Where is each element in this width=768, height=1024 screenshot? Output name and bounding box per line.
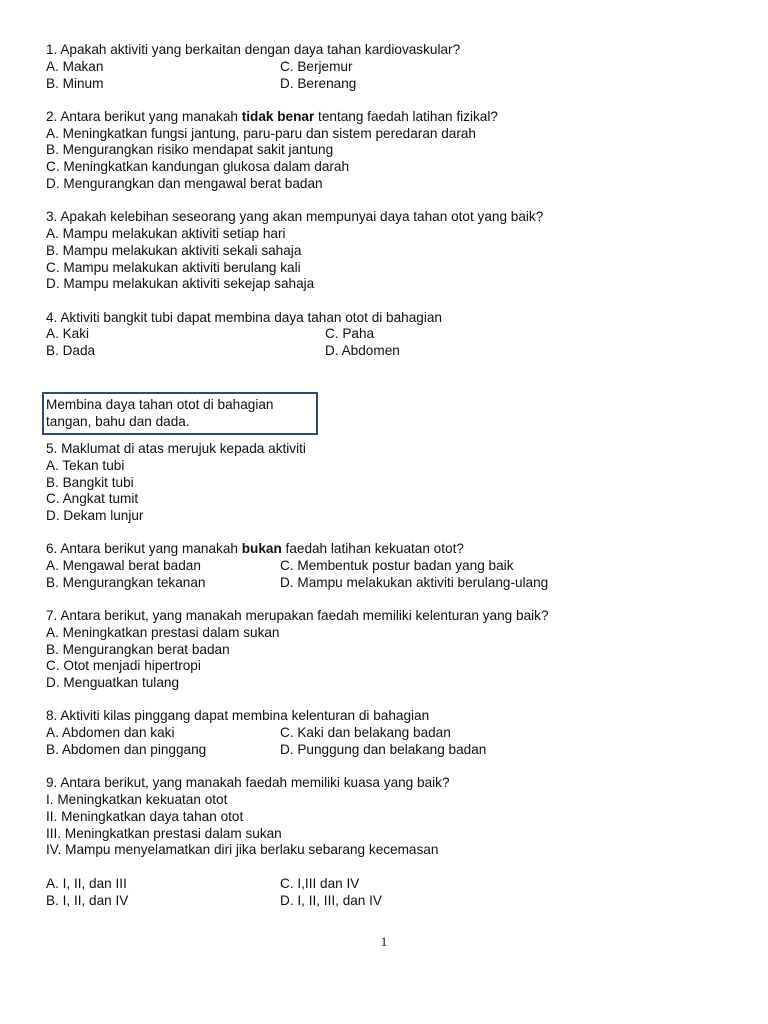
option-c: C. Paha (325, 326, 375, 342)
option-b: B. Minum (46, 75, 104, 91)
question-text: 9. Antara berikut, yang manakah faedah memiliki kuasa yang baik? (46, 775, 450, 791)
info-box-line: tangan, bahu dan dada. (46, 413, 190, 429)
option-d: D. Mampu melakukan aktiviti sekejap sahaja (46, 276, 315, 292)
option-row (46, 742, 736, 759)
info-box (42, 392, 318, 435)
option-c: C. Berjemur (280, 58, 353, 74)
option-row (46, 59, 736, 76)
question-text: 1. Apakah aktiviti yang berkaitan dengan daya tahan kardiovaskular? (46, 42, 461, 57)
question-1 (46, 42, 736, 92)
question-text: 6. Antara berikut yang manakah bukan faedah latihan kekuatan otot? (46, 541, 464, 557)
question-7 (46, 608, 736, 692)
question-4 (46, 310, 736, 360)
option-row (46, 575, 736, 592)
option-row (46, 343, 736, 360)
option-a: A. Tekan tubi (46, 457, 125, 473)
worksheet-page (46, 42, 736, 910)
option-a: A. I, II, dan III (46, 876, 127, 892)
page-number: 1 (380, 934, 388, 949)
question-3 (46, 209, 736, 293)
option-b: B. Mengurangkan tekanan (46, 574, 206, 590)
option-a: A. Mampu melakukan aktiviti setiap hari (46, 225, 286, 241)
option-d: D. Mengurangkan dan mengawal berat badan (46, 175, 323, 191)
option-a: A. Abdomen dan kaki (46, 725, 175, 741)
option-a: A. Meningkatkan prestasi dalam sukan (46, 624, 280, 640)
option-b: B. Mampu melakukan aktiviti sekali sahaja (46, 242, 302, 258)
option-row (46, 558, 736, 575)
option-d: D. Dekam lunjur (46, 508, 144, 524)
question-8 (46, 708, 736, 758)
question-2 (46, 109, 736, 193)
option-c: C. I,III dan IV (280, 876, 360, 892)
spacer (46, 859, 736, 876)
option-row (46, 893, 736, 910)
option-d: D. Berenang (280, 75, 357, 91)
question-text: 5. Maklumat di atas merujuk kepada aktiviti (46, 440, 306, 456)
option-d: D. Menguatkan tulang (46, 675, 180, 691)
option-d: D. Mampu melakukan aktiviti berulang-ulang (280, 574, 549, 590)
option-a: A. Meningkatkan fungsi jantung, paru-paru dan sistem peredaran darah (46, 125, 476, 141)
option-c: C. Kaki dan belakang badan (280, 725, 451, 741)
option-c: C. Otot menjadi hipertropi (46, 658, 201, 674)
question-text: 2. Antara berikut yang manakah tidak benar tentang faedah latihan fizikal? (46, 108, 498, 124)
question-9 (46, 775, 736, 909)
option-a: A. Kaki (46, 326, 90, 342)
option-row (46, 326, 736, 343)
emphasis-text: bukan (241, 541, 282, 557)
option-d: D. Punggung dan belakang badan (280, 742, 487, 758)
question-6 (46, 541, 736, 591)
question-text: 4. Aktiviti bangkit tubi dapat membina daya tahan otot di bahagian (46, 309, 442, 325)
question-5 (46, 441, 736, 525)
statement-3: III. Meningkatkan prestasi dalam sukan (46, 825, 282, 841)
option-b: B. I, II, dan IV (46, 892, 129, 908)
option-d: D. I, II, III, dan IV (280, 892, 382, 908)
question-text: 7. Antara berikut, yang manakah merupakan faedah memiliki kelenturan yang baik? (46, 608, 549, 624)
option-b: B. Abdomen dan pinggang (46, 742, 207, 758)
option-b: B. Mengurangkan berat badan (46, 641, 230, 657)
question-text: 8. Aktiviti kilas pinggang dapat membina kelenturan di bahagian (46, 708, 430, 724)
option-b: B. Mengurangkan risiko mendapat sakit jantung (46, 142, 334, 158)
option-c: C. Meningkatkan kandungan glukosa dalam darah (46, 159, 350, 175)
statement-1: I. Meningkatkan kekuatan otot (46, 792, 228, 808)
option-a: A. Mengawal berat badan (46, 558, 201, 574)
option-b: B. Dada (46, 343, 96, 359)
option-row (46, 876, 736, 893)
option-row (46, 76, 736, 93)
option-d: D. Abdomen (325, 343, 400, 359)
statement-2: II. Meningkatkan daya tahan otot (46, 808, 244, 824)
option-c: C. Angkat tumit (46, 491, 139, 507)
info-box-line: Membina daya tahan otot di bahagian (46, 396, 274, 412)
emphasis-text: tidak benar (241, 108, 315, 124)
statement-4: IV. Mampu menyelamatkan diri jika berlaku sebarang kecemasan (46, 842, 439, 858)
option-a: A. Makan (46, 58, 104, 74)
option-row (46, 725, 736, 742)
option-c: C. Mampu melakukan aktiviti berulang kali (46, 259, 301, 275)
question-text: 3. Apakah kelebihan seseorang yang akan mempunyai daya tahan otot yang baik? (46, 209, 544, 225)
option-b: B. Bangkit tubi (46, 474, 134, 490)
option-c: C. Membentuk postur badan yang baik (280, 558, 514, 574)
